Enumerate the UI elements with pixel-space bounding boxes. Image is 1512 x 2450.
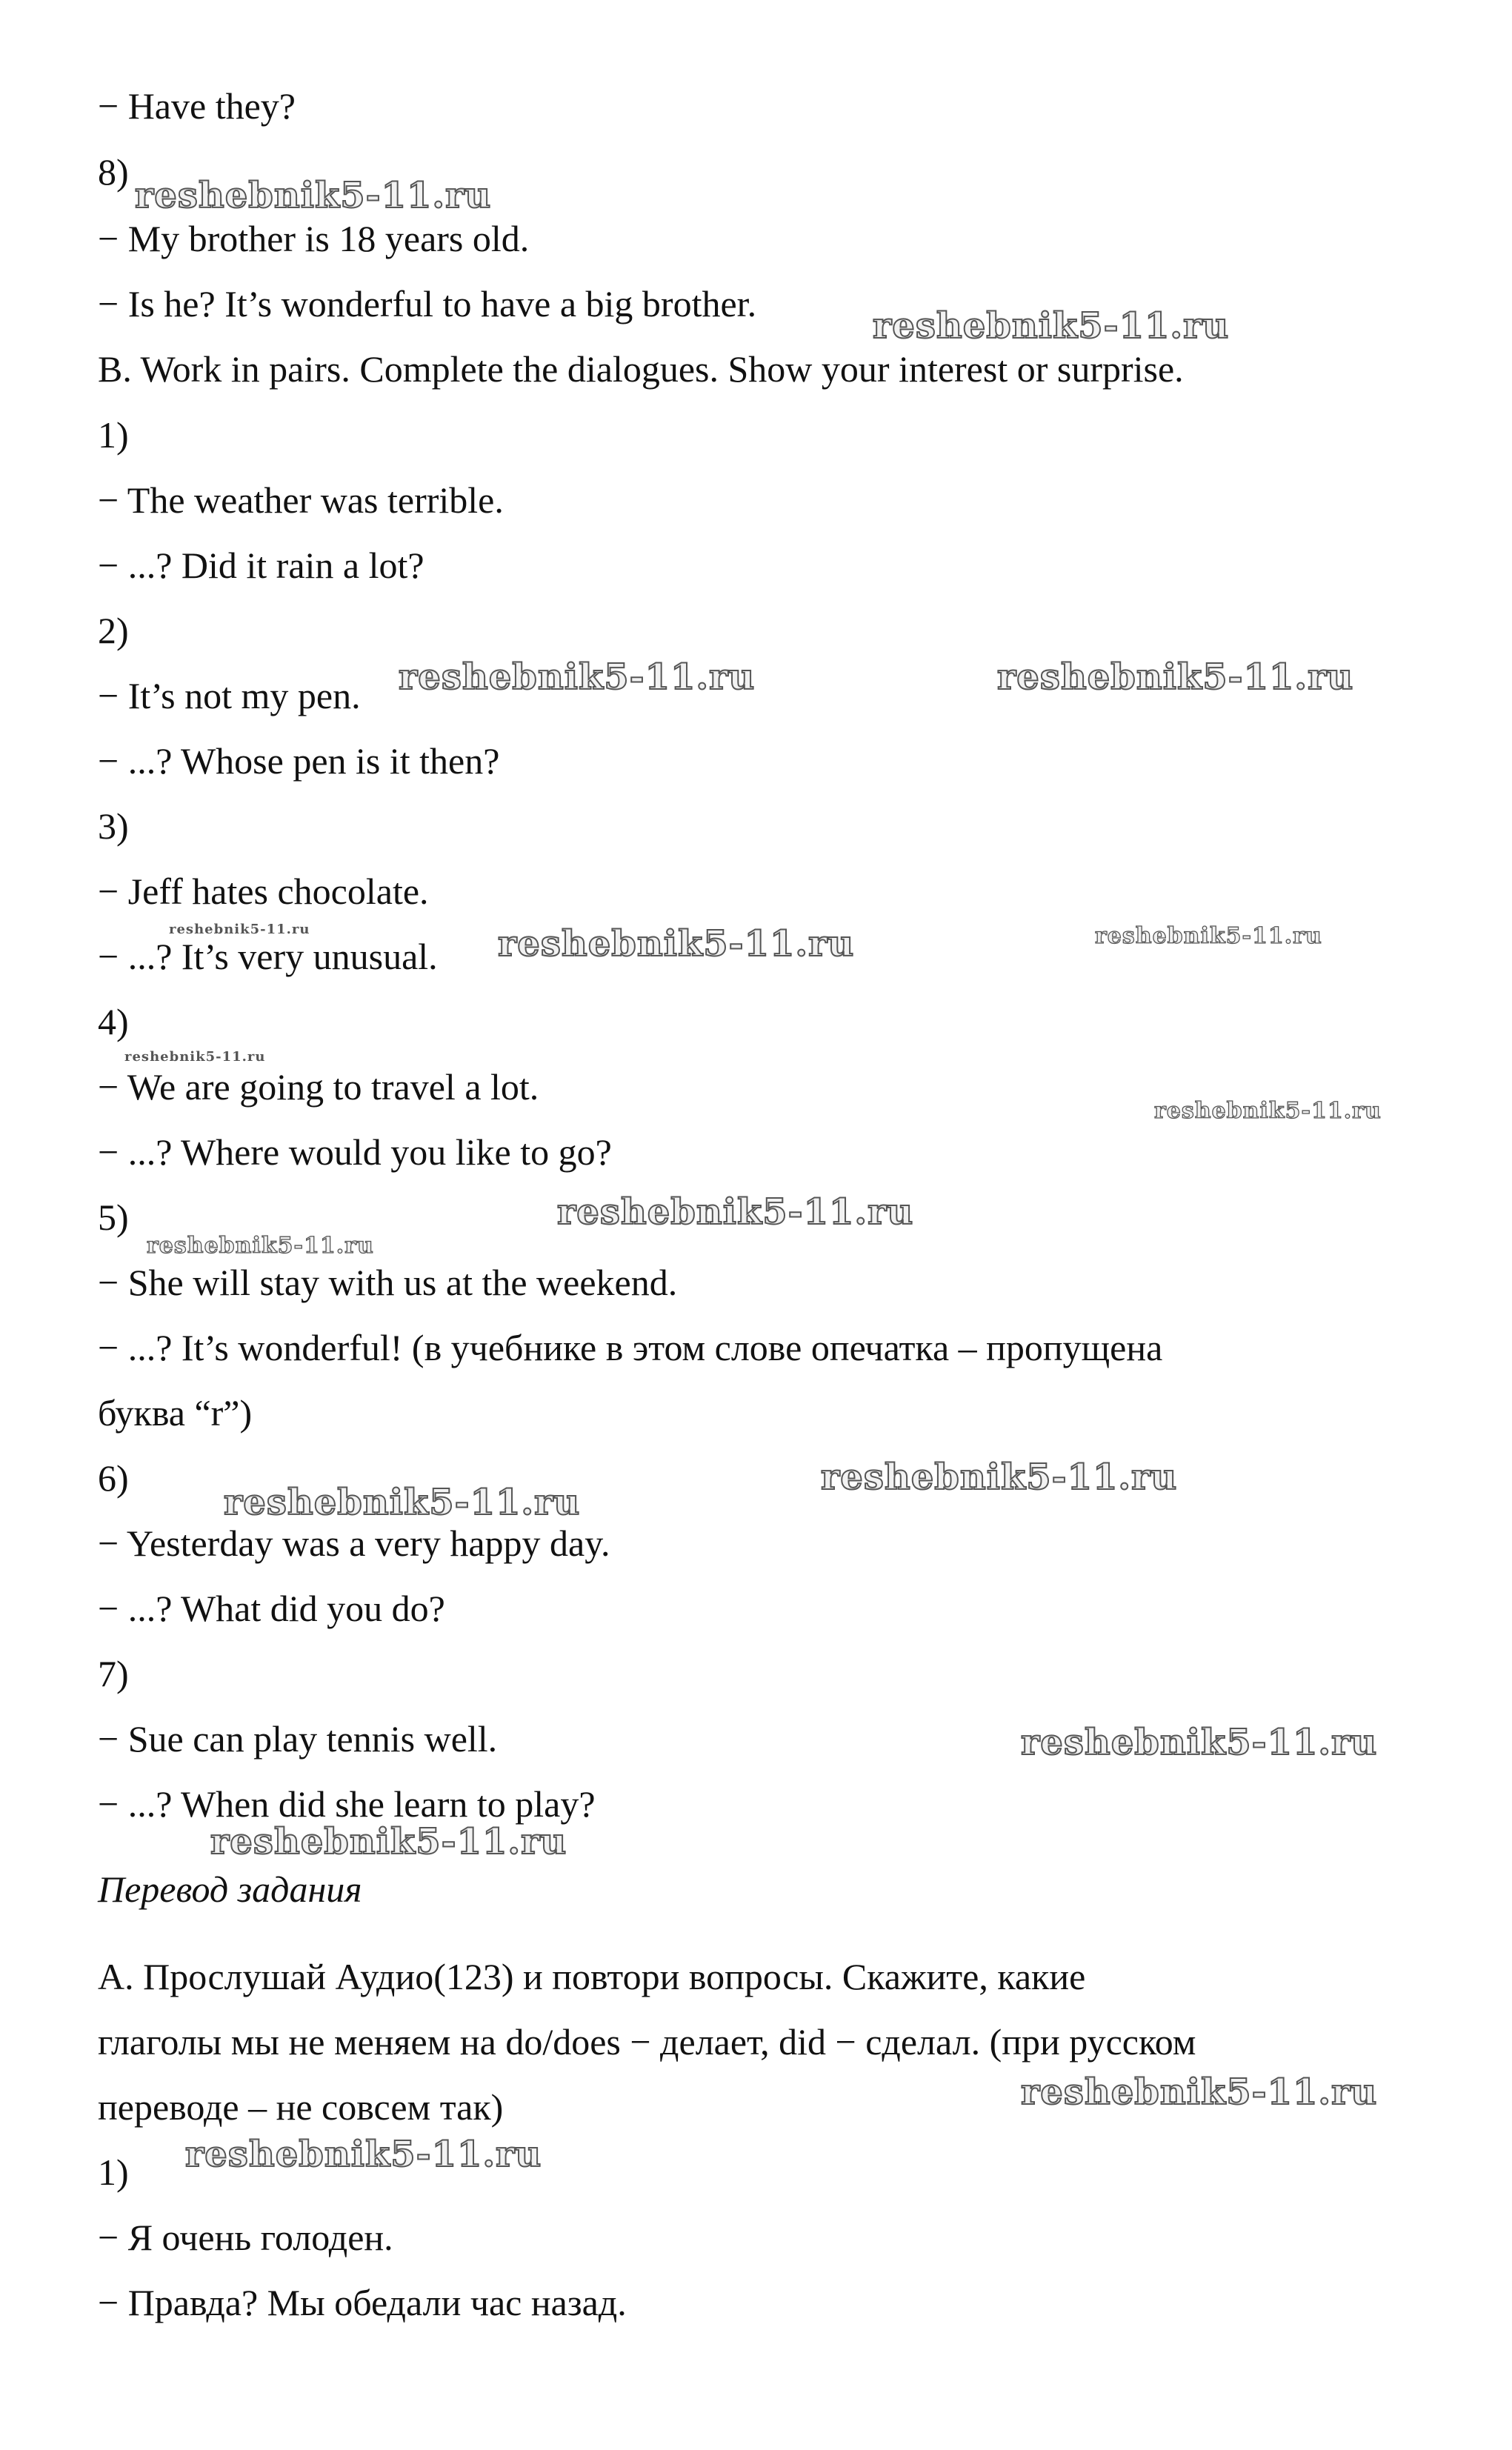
watermark: reshebnik5-11.ru — [498, 923, 855, 965]
text-line: − ...? It’s very unusual. — [98, 936, 438, 977]
item-number: 5) — [98, 1196, 129, 1238]
text-line: − Я очень голоден. — [98, 2217, 393, 2258]
item-number: 1) — [98, 2151, 129, 2193]
section-heading: Перевод задания — [98, 1868, 362, 1910]
text-line: − Yesterday was a very happy day. — [98, 1522, 610, 1564]
watermark: reshebnik5-11.ru — [1154, 1098, 1382, 1124]
watermark: reshebnik5-11.ru — [169, 922, 310, 937]
text-line: А. Прослушай Аудио(123) и повтори вопросы. Скажите, какие — [98, 1956, 1086, 1997]
text-line: − We are going to travel a lot. — [98, 1066, 539, 1108]
watermark: reshebnik5-11.ru — [1021, 2071, 1378, 2113]
item-number: 6) — [98, 1457, 129, 1499]
watermark: reshebnik5-11.ru — [821, 1457, 1178, 1498]
text-line: − My brother is 18 years old. — [98, 218, 530, 259]
watermark: reshebnik5-11.ru — [224, 1482, 581, 1523]
watermark: reshebnik5-11.ru — [124, 1049, 266, 1065]
text-line: − The weather was terrible. — [98, 479, 504, 521]
watermark: reshebnik5-11.ru — [210, 1821, 567, 1863]
text-line: − Have they? — [98, 85, 296, 127]
text-line: − ...? It’s wonderful! (в учебнике в этом слове опечатка – пропущена — [98, 1327, 1163, 1368]
text-line: − ...? What did you do? — [98, 1588, 445, 1629]
item-number: 3) — [98, 805, 129, 847]
item-number: 4) — [98, 1001, 129, 1042]
item-number: 1) — [98, 414, 129, 456]
watermark: reshebnik5-11.ru — [399, 656, 756, 698]
text-line: − She will stay with us at the weekend. — [98, 1262, 678, 1303]
text-line: глаголы мы не меняем на do/does − делает, did − сделал. (при русском — [98, 2021, 1196, 2063]
watermark: reshebnik5-11.ru — [997, 656, 1354, 698]
text-line: − It’s not my pen. — [98, 675, 361, 716]
text-line: − ...? Whose pen is it then? — [98, 740, 500, 782]
watermark: reshebnik5-11.ru — [873, 305, 1230, 347]
text-line: − Sue can play tennis well. — [98, 1718, 498, 1760]
item-number: 2) — [98, 610, 129, 651]
text-line: − Правда? Мы обедали час назад. — [98, 2282, 627, 2323]
text-line: − Jeff hates chocolate. — [98, 871, 429, 912]
text-line: буква “r”) — [98, 1392, 253, 1434]
text-line: − ...? Where would you like to go? — [98, 1131, 612, 1173]
item-number: 7) — [98, 1653, 129, 1694]
item-number: 8) — [98, 151, 129, 193]
watermark: reshebnik5-11.ru — [1095, 923, 1322, 949]
watermark: reshebnik5-11.ru — [1021, 1722, 1378, 1763]
watermark: reshebnik5-11.ru — [147, 1233, 374, 1259]
task-heading: B. Work in pairs. Complete the dialogues. Show your interest or surprise. — [98, 348, 1184, 390]
watermark: reshebnik5-11.ru — [185, 2134, 542, 2175]
watermark: reshebnik5-11.ru — [135, 175, 492, 216]
text-line: − Is he? It’s wonderful to have a big brother. — [98, 283, 757, 324]
text-line: − ...? Did it rain a lot? — [98, 545, 424, 586]
text-line: переводе – не совсем так) — [98, 2086, 504, 2128]
text-line: − ...? When did she learn to play? — [98, 1783, 596, 1825]
watermark: reshebnik5-11.ru — [557, 1191, 914, 1233]
